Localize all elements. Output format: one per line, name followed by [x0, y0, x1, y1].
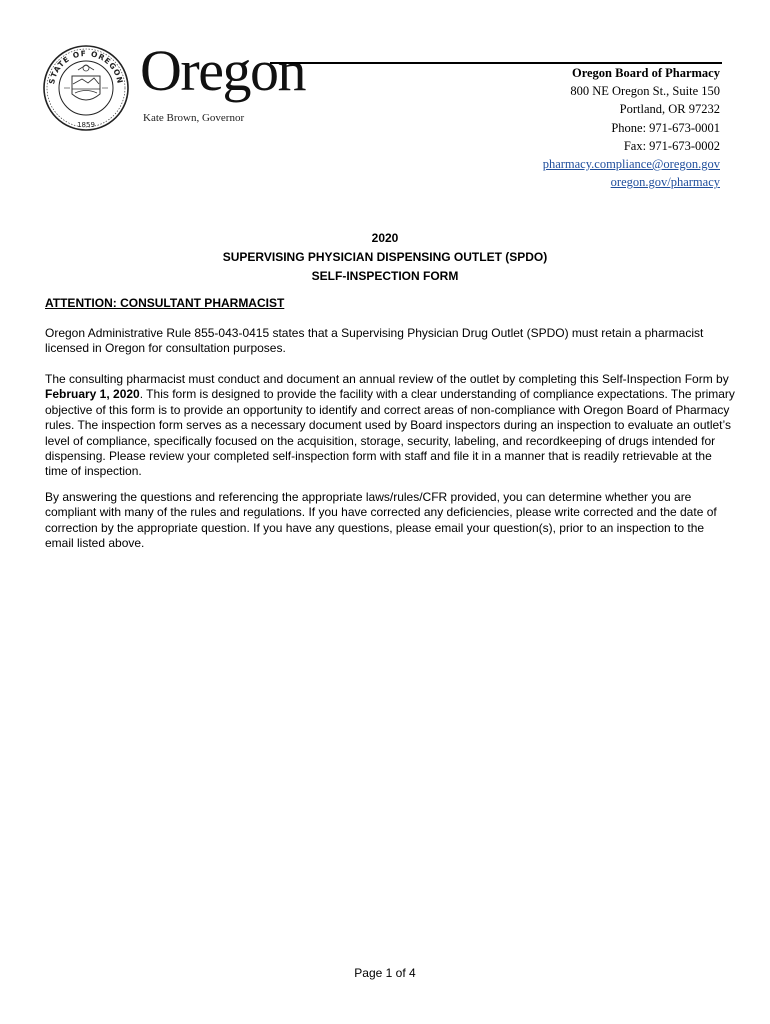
paragraph-2-rest: . This form is designed to provide the facility with a clear understanding of compliance expectations. The primary objective of this form is to provide an opportunity to identify and correct areas of non-compliance with Oregon Board of Pharmacy rules. The inspection form serves as a necessary document used by Board inspectors during an inspection to evaluate an outlet’s level of compliance, specifically focused on the acquisition, storage, security, labeling, and recordkeeping of drugs intended for dispensing. Please review your completed self-inspection form with staff and file it in a manner that is readily retrievable at the time of inspection.: [45, 387, 735, 479]
state-seal-icon: [42, 44, 130, 132]
form-title: [0, 229, 770, 286]
svg-text:STATE OF: [47, 49, 125, 85]
page-number: Page 1 of 4: [354, 966, 416, 980]
form-title-line-1: SUPERVISING PHYSICIAN DISPENSING OUTLET (SPDO): [222, 250, 548, 264]
form-title-line-2: SELF-INSPECTION FORM: [311, 269, 459, 283]
oregon-wordmark: Oregon: [140, 38, 305, 103]
website-link[interactable]: oregon.gov/pharmacy: [610, 175, 720, 190]
seal-text-of: OF: [71, 48, 88, 61]
seal-text-state: STATE: [47, 54, 72, 85]
paragraph-rule-reference: Oregon Administrative Rule 855-043-0415 states that a Supervising Physician Drug Outlet (SPDO) must retain a pharmacist licensed in Oregon for consultation purposes.: [45, 326, 704, 356]
board-address-block: [543, 64, 720, 191]
form-year: 2020: [371, 231, 399, 245]
state-seal: [42, 44, 130, 132]
deadline-date: February 1, 2020: [45, 387, 140, 402]
email-link[interactable]: pharmacy.compliance@oregon.gov: [542, 157, 720, 172]
street-address: 800 NE Oregon St., Suite 150: [570, 84, 720, 99]
fax-number: Fax: 971-673-0002: [623, 138, 720, 153]
phone-number: Phone: 971-673-0001: [611, 120, 720, 135]
paragraph-2-lead: The consulting pharmacist must conduct and document an annual review of the outlet by completing this Self-Inspection Form by: [45, 372, 729, 386]
board-name: Oregon Board of Pharmacy: [571, 66, 720, 80]
seal-text-year: 1859: [77, 121, 95, 129]
paragraph-review-instructions: [45, 372, 735, 480]
city-state-zip: Portland, OR 97232: [619, 102, 720, 117]
seal-text-oregon: OREGON: [90, 49, 125, 85]
governor-line: Kate Brown, Governor: [143, 112, 245, 124]
paragraph-how-to-answer: By answering the questions and referencing the appropriate laws/rules/CFR provided, you can determine whether you are compliant with many of the rules and regulations. If you have corrected any deficiencies, please write corrected and the date of correction by the appropriate question. If you have any questions, please email your question(s), prior to an inspection to the email listed above.: [45, 490, 717, 551]
attention-heading: ATTENTION: CONSULTANT PHARMACIST: [45, 296, 285, 310]
